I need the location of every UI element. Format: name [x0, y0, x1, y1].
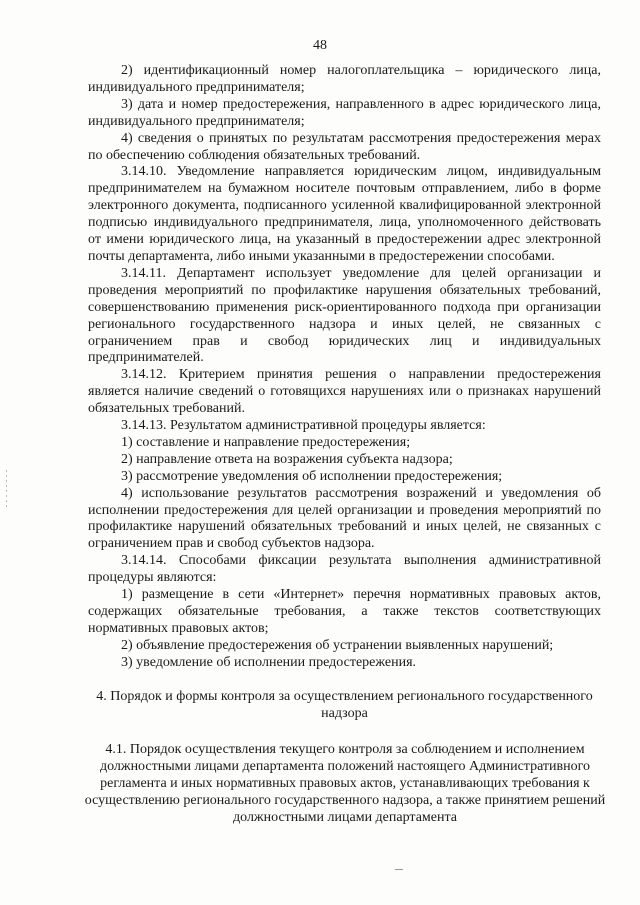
document-body — [88, 63, 601, 672]
scan-margin-mark — [6, 470, 7, 510]
paragraph: 3) дата и номер предостережения, направленного в адрес юридического лица, индивидуального предпринимателя; — [88, 96, 601, 129]
paragraph: 2) идентификационный номер налогоплательщика – юридического лица, индивидуального предпринимателя; — [88, 63, 601, 95]
list-item: 3) рассмотрение уведомления об исполнении предостережения; — [121, 468, 503, 484]
paragraph: 3.14.13. Результатом административной процедуры является: — [121, 418, 486, 434]
paragraph: 3.14.11. Департамент использует уведомление для целей организации и проведения мероприятий по профилактике нарушения обязательных требований, совершенствованию применения риск-ориентированного подхода при организации регионального государственного надзора и иных целей, не связанных с ограничением прав и свобод юридических лиц и индивидуальных предпринимателей. — [88, 265, 601, 366]
heading-underline — [395, 869, 403, 870]
list-item: 4) использование результатов рассмотрения возражений и уведомления об исполнении предостережения для целей организации и проведения мероприятий по профилактике нарушений обязательных требований и иных целей, не связанных с ограничением прав и свобод субъектов надзора. — [88, 485, 601, 552]
list-item: 1) размещение в сети «Интернет» перечня нормативных правовых актов, содержащих обязательные требования, а также текстов соответствующих нормативных правовых актов; — [88, 587, 601, 636]
section-heading: 4. Порядок и формы контроля за осуществлением регионального государственного надзора — [96, 689, 593, 721]
list-item: 3) уведомление об исполнении предостережения. — [121, 654, 417, 670]
list-item: 1) составление и направление предостережения; — [121, 434, 411, 450]
list-item: 2) направление ответа на возражения субъекта надзора; — [121, 451, 453, 467]
paragraph: 4) сведения о принятых по результатам рассмотрения предостережения мерах по обеспечению соблюдения обязательных требований. — [88, 130, 601, 163]
subsection-heading: 4.1. Порядок осуществления текущего контроля за соблюдением и исполнением должностными лицами департамента положений настоящего Административного регламента и иных нормативных правовых актов, устанавливающих требования к осуществлению регионального государственного надзора, а также принятием решений должностными лицами департамента — [84, 742, 606, 825]
paragraph: 3.14.10. Уведомление направляется юридическим лицом, индивидуальным предпринимателем на бумажном носителе почтовым отправлением, либо в форме электронного документа, подписанного усиленной квалифицированной электронной подписью индивидуального предпринимателя, лица, уполномоченного действовать от имени юридического лица, на указанный в предостережении адрес электронной почты департамента, либо иными указанными в предостережении способами. — [88, 164, 601, 264]
list-item: 2) объявление предостережения об устранении выявленных нарушений; — [121, 637, 554, 653]
page-number: 48 — [313, 38, 327, 53]
paragraph: 3.14.12. Критерием принятия решения о направлении предостережения является наличие сведений о готовящихся нарушениях или о признаках нарушений обязательных требований. — [88, 367, 601, 417]
paragraph: 3.14.14. Способами фиксации результата выполнения административной процедуры являются: — [88, 553, 601, 586]
